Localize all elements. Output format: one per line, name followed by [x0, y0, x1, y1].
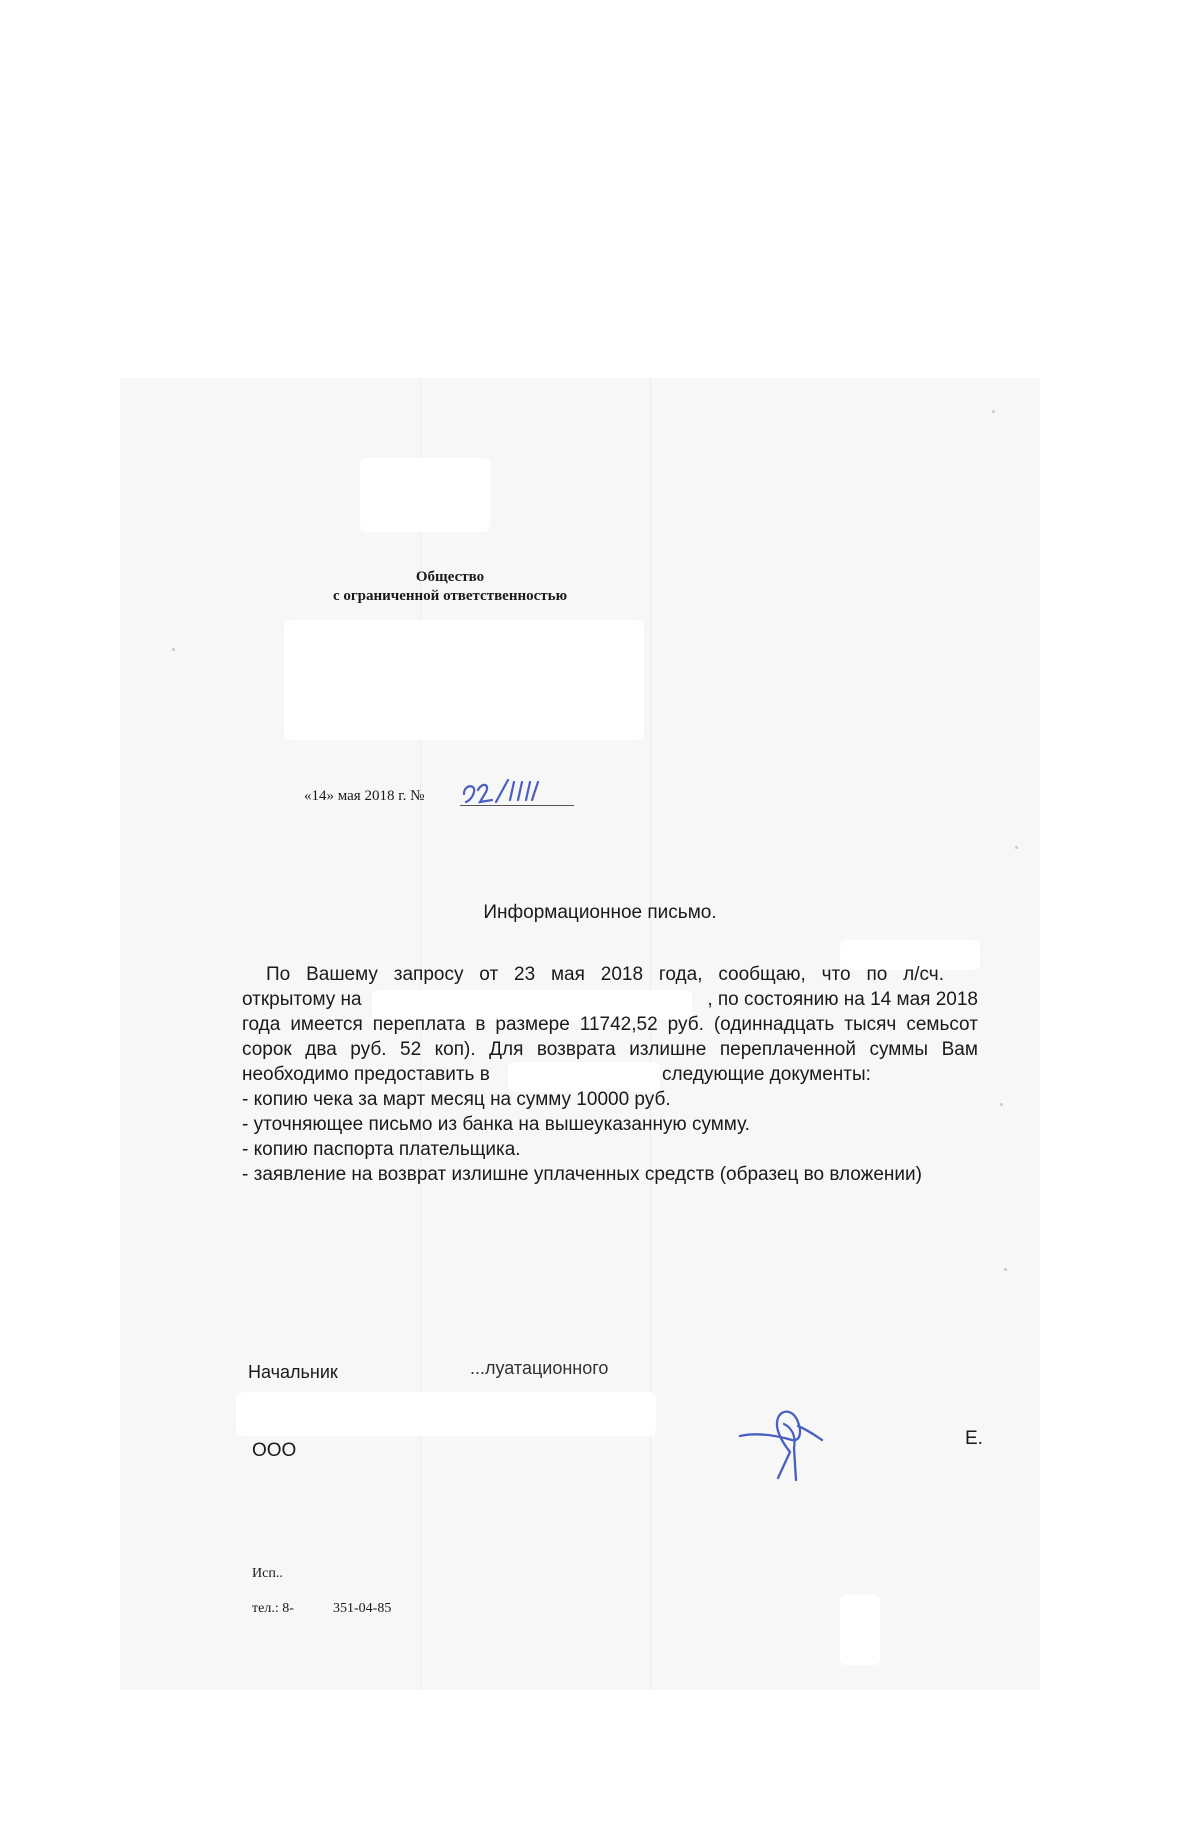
letter-number-handwritten: [460, 776, 574, 806]
body-word: переплата: [372, 1014, 466, 1035]
scan-speck: [992, 410, 995, 413]
signer-position: Начальник: [248, 1362, 338, 1382]
body-word: тысяч: [844, 1014, 897, 1035]
signer-initials: Е.: [965, 1428, 983, 1449]
letter-date-line: «14» мая 2018 г. №: [304, 788, 425, 804]
scan-speck: [172, 648, 175, 651]
handwritten-number-icon: [460, 776, 574, 805]
body-word: Для: [489, 1039, 524, 1060]
body-word: два: [305, 1039, 337, 1060]
scan-speck: [1015, 846, 1018, 849]
body-word: сорок: [242, 1039, 292, 1060]
body-word: имеется: [290, 1014, 363, 1035]
scan-speck: [1004, 1268, 1007, 1271]
org-header-line1: Общество: [415, 569, 485, 585]
letter-body: [242, 962, 978, 1187]
body-word: возврата: [536, 1039, 616, 1060]
body-word: по: [866, 964, 888, 985]
body-word: л/сч.: [903, 964, 944, 985]
signer-position-tail: ...луатационного: [470, 1358, 609, 1378]
body-word: суммы: [869, 1039, 929, 1060]
body-word: 2018: [600, 964, 644, 985]
body-word: года,: [658, 964, 703, 985]
body-word: По: [266, 964, 291, 985]
handwritten-signature-icon: [738, 1402, 828, 1482]
body-word: запросу: [393, 964, 464, 985]
body-word: от: [479, 964, 499, 985]
phone-number: 351-04-85: [333, 1601, 392, 1616]
body-line-2-left: открытому на: [242, 989, 362, 1010]
body-line-2-right: , по состоянию на 14 мая 2018: [707, 989, 978, 1010]
body-word: что: [821, 964, 851, 985]
body-word: семьсот: [906, 1014, 978, 1035]
list-item: - заявление на возврат излишне уплаченных средств (образец во вложении): [242, 1164, 922, 1185]
body-line-5-left: необходимо предоставить в: [242, 1064, 490, 1085]
body-line-5-right: следующие документы:: [662, 1064, 871, 1085]
body-word: мая: [550, 964, 585, 985]
letter-title: Информационное письмо.: [483, 902, 717, 923]
redaction-patch: [284, 620, 644, 740]
executor-label: Исп..: [252, 1566, 283, 1581]
body-line-1: [242, 962, 944, 987]
body-word: Вашему: [306, 964, 378, 985]
redaction-patch: [360, 458, 490, 532]
body-word: 23: [514, 964, 536, 985]
list-item: - копию паспорта плательщика.: [242, 1139, 521, 1160]
signer-organization: ООО: [252, 1440, 297, 1461]
body-word: коп).: [434, 1039, 476, 1060]
body-word: (одиннадцать: [713, 1014, 835, 1035]
body-word: 52: [400, 1039, 422, 1060]
list-item: - уточняющее письмо из банка на вышеуказанную сумму.: [242, 1114, 750, 1135]
body-word: года: [242, 1014, 281, 1035]
body-line-5: [242, 1062, 978, 1087]
body-word: излишне: [629, 1039, 707, 1060]
redaction-patch: [840, 1595, 880, 1665]
redaction-patch: [236, 1392, 656, 1436]
body-line-4: [242, 1037, 978, 1062]
body-word: руб.: [667, 1014, 704, 1035]
body-line-3: [242, 1012, 978, 1037]
body-word: в: [475, 1014, 486, 1035]
body-word: руб.: [350, 1039, 387, 1060]
body-word: 11742,52: [579, 1014, 658, 1035]
org-header-line2: с ограниченной ответственностью: [332, 588, 568, 604]
body-line-2: [242, 987, 978, 1012]
scan-speck: [1000, 1103, 1003, 1106]
list-item: - копию чека за март месяц на сумму 10000 руб.: [242, 1089, 671, 1110]
body-word: сообщаю,: [718, 964, 806, 985]
body-word: размере: [495, 1014, 570, 1035]
body-word: переплаченной: [719, 1039, 856, 1060]
body-word: Вам: [941, 1039, 978, 1060]
phone-label: тел.: 8-: [252, 1601, 294, 1616]
